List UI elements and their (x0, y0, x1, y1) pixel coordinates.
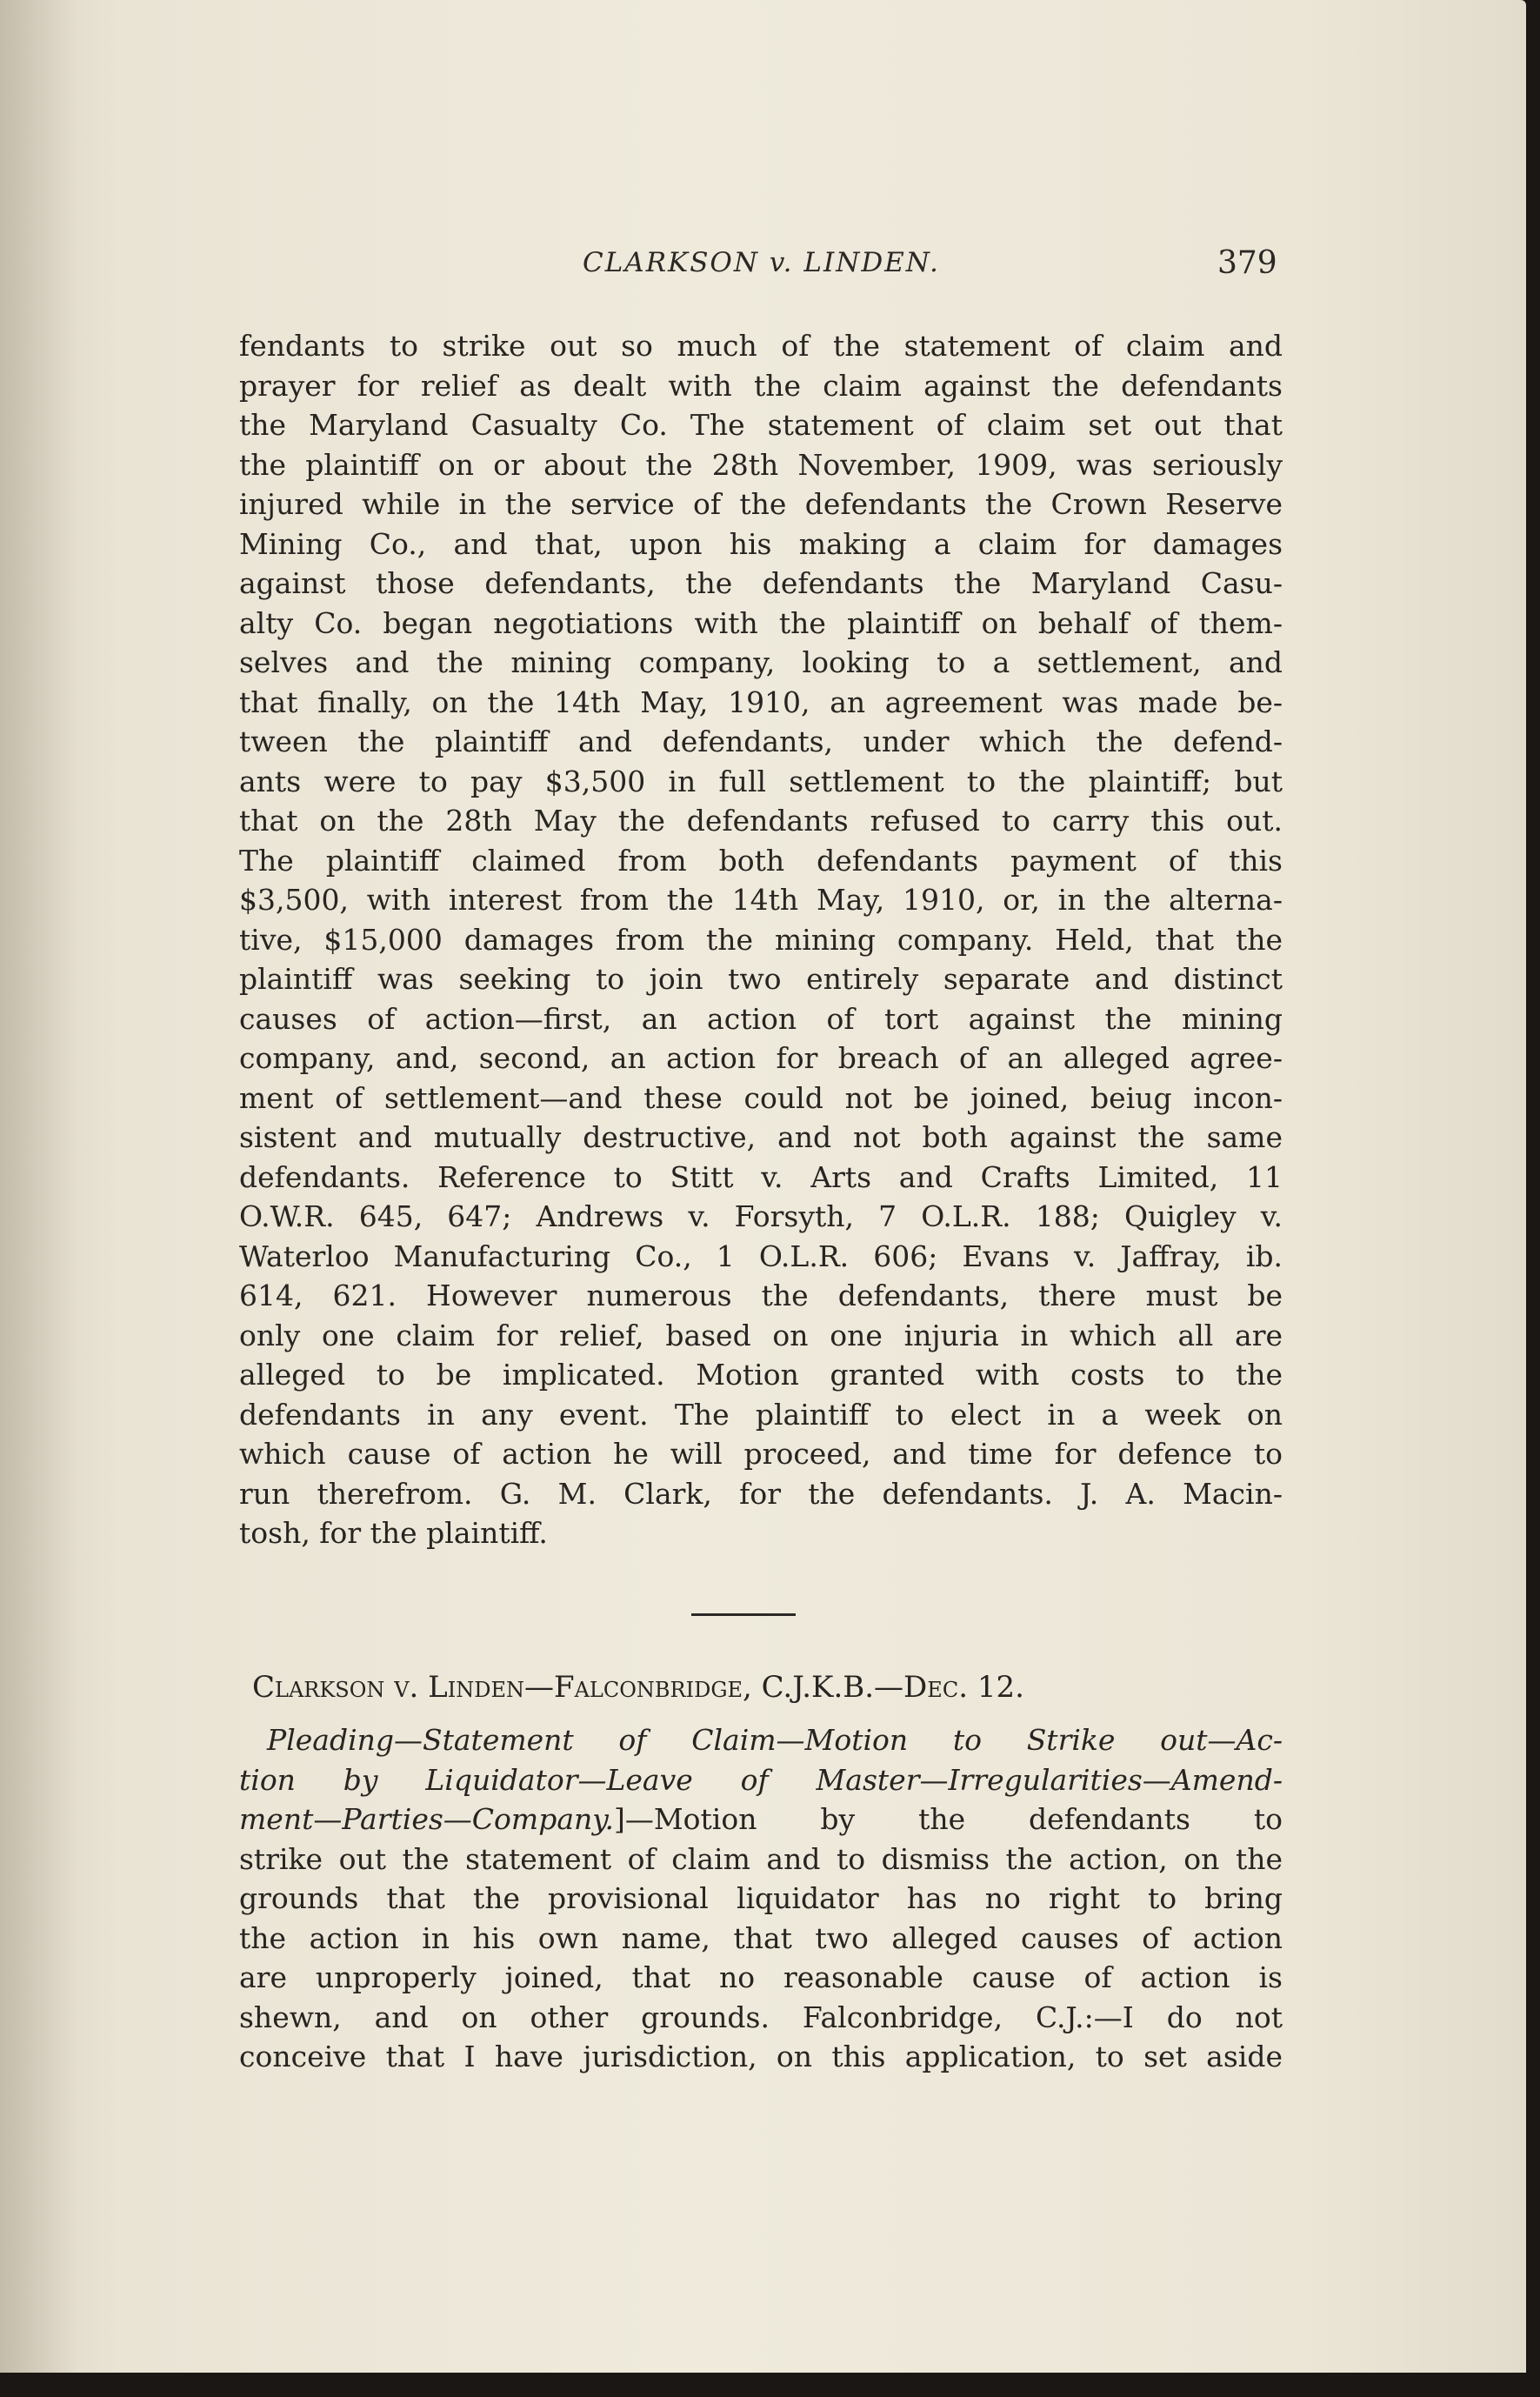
text-line: shewn, and on other grounds. Falconbridge, C.J.:—I do not (239, 2000, 1283, 2034)
text-line: tosh, for the plaintiff. (239, 1516, 548, 1550)
text-line: that finally, on the 14th May, 1910, an agreement was made be- (239, 684, 1283, 719)
text-line: tive, $15,000 damages from the mining company. Held, that the (239, 922, 1283, 957)
text-line: grounds that the provisional liquidator has no right to bring (239, 1881, 1283, 1915)
text-line: Mining Co., and that, upon his making a claim for damages (239, 526, 1283, 561)
text-line: alty Co. began negotiations with the plaintiff on behalf of them- (239, 605, 1283, 640)
text-line: injured while in the service of the defendants the Crown Reserve (239, 487, 1283, 521)
text-line (239, 1720, 1283, 1760)
text-line: plaintiff was seeking to join two entirely separate and distinct (239, 962, 1283, 996)
text-line: alleged to be implicated. Motion granted with costs to the (239, 1358, 1283, 1392)
text-line: 614, 621. However numerous the defendants, there must be (239, 1279, 1283, 1312)
text-line: against those defendants, the defendants the Maryland Casu- (239, 566, 1283, 600)
text-line: strike out the statement of claim and to dismiss the action, on the (239, 1841, 1283, 1876)
text-line: ment—Parties—Company.]—Motion by the defendants to (239, 1802, 1283, 1836)
text-line: ment of settlement—and these could not be joined, beiug incon- (239, 1080, 1283, 1115)
headnote-italic: tion by Liquidator—Leave of Master—Irregularities—Amend- (239, 1762, 1283, 1797)
text-line: fendants to strike out so much of the statement of claim and (239, 329, 1283, 363)
court-designation: , C.J.K.B.— (743, 1670, 904, 1705)
text-line: the Maryland Casualty Co. The statement of claim set out that (239, 408, 1283, 442)
text-line: prayer for relief as dealt with the claim against the defendants (239, 368, 1283, 403)
text-line: selves and the mining company, looking to a settlement, and (239, 645, 1283, 679)
case-parties: Clarkson v. Linden (252, 1670, 524, 1705)
heading-dash: — (523, 1670, 554, 1705)
text-line (239, 1760, 1283, 1800)
page-gutter-shadow (0, 0, 78, 2373)
text-line: company, and, second, an action for breach of an alleged agree- (239, 1041, 1283, 1075)
text-line: causes of action—first, an action of tort against the mining (239, 1001, 1283, 1036)
text-line: defendants in any event. The plaintiff to elect in a week on (239, 1397, 1283, 1432)
text-line: the action in his own name, that two alleged causes of action (239, 1920, 1283, 1955)
text-line: sistent and mutually destructive, and not both against the same (239, 1120, 1283, 1154)
decision-day: . 12. (958, 1670, 1024, 1705)
page-number: 379 (1217, 245, 1277, 281)
text-line: are unproperly joined, that no reasonable cause of action is (239, 1960, 1283, 1994)
text-line: only one claim for relief, based on one injuria in which all are (239, 1318, 1283, 1352)
text-line: that on the 28th May the defendants refused to carry this out. (239, 804, 1283, 838)
decision-month: Dec (903, 1670, 959, 1705)
judge-name: Falconbridge (553, 1670, 743, 1705)
text-line: conceive that I have jurisdiction, on this application, to set aside (239, 2040, 1283, 2073)
section-divider (691, 1613, 796, 1616)
text-line: defendants. Reference to Stitt v. Arts and Crafts Limited, 11 (239, 1159, 1283, 1194)
headnote-italic: Pleading—Statement of Claim—Motion to Strike out—Ac- (267, 1723, 1283, 1757)
text-line: Waterloo Manufacturing Co., 1 O.L.R. 606; Evans v. Jaffray, ib. (239, 1239, 1283, 1273)
text-line: which cause of action he will proceed, and time for defence to (239, 1437, 1283, 1471)
case-headnote-paragraph (239, 1720, 1283, 2077)
case-heading (252, 1670, 1265, 1705)
text-line: $3,500, with interest from the 14th May, 1910, or, in the alterna- (239, 883, 1283, 917)
text-line: ants were to pay $3,500 in full settlement to the plaintiff; but (239, 764, 1283, 798)
text-line: The plaintiff claimed from both defendants payment of this (239, 843, 1283, 878)
running-title: CLARKSON v. LINDEN. (583, 247, 940, 278)
text-line: tween the plaintiff and defendants, under which the defend- (239, 724, 1283, 758)
case-summary-paragraph (239, 326, 1283, 1553)
text-line: the plaintiff on or about the 28th November, 1909, was seriously (239, 447, 1283, 482)
text-line: O.W.R. 645, 647; Andrews v. Forsyth, 7 O.L.R. 188; Quigley v. (239, 1199, 1283, 1233)
text-line: run therefrom. G. M. Clark, for the defendants. J. A. Macin- (239, 1476, 1283, 1511)
headnote-italic: ment—Parties—Company. (239, 1802, 614, 1836)
